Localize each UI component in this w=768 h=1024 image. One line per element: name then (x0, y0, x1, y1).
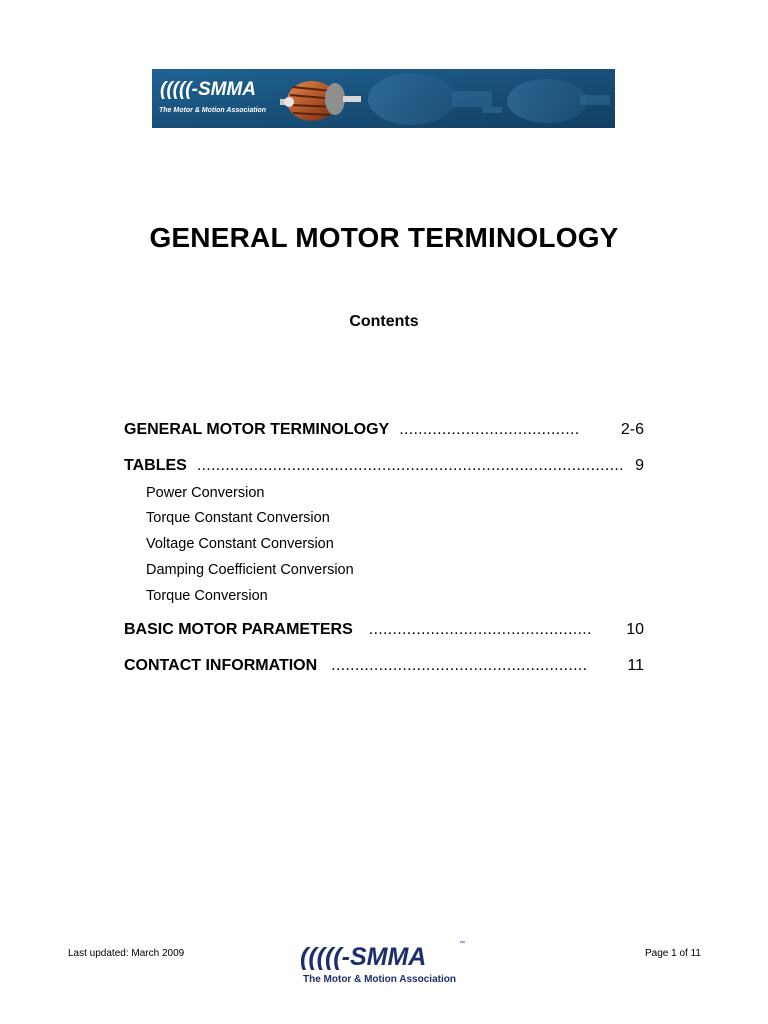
document-title: GENERAL MOTOR TERMINOLOGY (149, 222, 619, 253)
toc-sub-entry-voltage-constant-conversion[interactable]: Voltage Constant Conversion (146, 536, 334, 552)
toc-entry-label: TABLES (124, 457, 187, 474)
toc-entry-label: GENERAL MOTOR TERMINOLOGY (124, 421, 390, 438)
trademark-symbol: ™ (459, 941, 465, 947)
contents-heading: Contents (349, 313, 419, 330)
toc-page-number: 10 (626, 621, 644, 638)
toc-sub-entry-torque-constant-conversion[interactable]: Torque Constant Conversion (146, 510, 330, 526)
toc-page-number: 11 (627, 657, 644, 674)
page-number-text: Page 1 of 11 (645, 948, 701, 959)
toc-page-number: 2-6 (620, 421, 644, 438)
toc-entry-label: BASIC MOTOR PARAMETERS (124, 621, 353, 638)
toc-sub-entry-damping-coefficient-conversion[interactable]: Damping Coefficient Conversion (146, 562, 354, 578)
toc-dot-leader: ...................................... (399, 421, 580, 438)
toc-entry-basic-motor-parameters[interactable] (124, 621, 644, 641)
toc-entry-general-motor-terminology[interactable] (124, 421, 644, 441)
toc-dot-leader: ...................................................... (331, 657, 588, 674)
toc-page-number: 9 (635, 457, 644, 474)
footer-smma-logo (300, 940, 468, 988)
toc-dot-leader: .......................................................................................... (196, 457, 624, 474)
last-updated-text: Last updated: March 2009 (68, 948, 185, 959)
banner-tagline: The Motor & Motion Association (159, 107, 267, 114)
toc-sub-entry-power-conversion[interactable]: Power Conversion (146, 485, 265, 501)
toc-sub-entry-torque-conversion[interactable]: Torque Conversion (146, 588, 268, 604)
toc-entry-label: CONTACT INFORMATION (124, 657, 318, 674)
footer-logo-text: (((((-SMMA (300, 943, 427, 971)
toc-entry-tables[interactable] (124, 457, 644, 477)
footer-tagline: The Motor & Motion Association (303, 974, 456, 985)
header-banner (152, 69, 615, 128)
toc-entry-contact-information[interactable] (124, 657, 644, 677)
banner-logo-text: (((((-SMMA (160, 79, 257, 100)
toc-dot-leader: ............................................... (368, 621, 592, 638)
